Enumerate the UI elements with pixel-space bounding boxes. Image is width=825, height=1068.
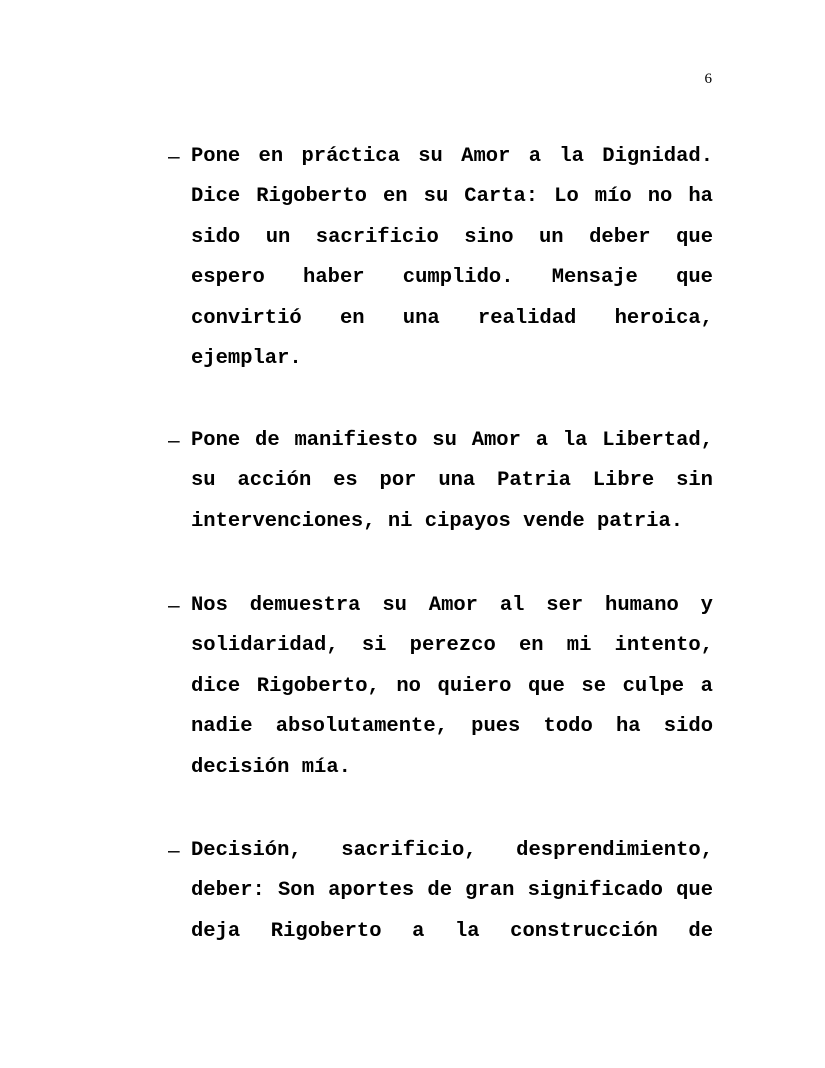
list-item: [168, 421, 713, 542]
list-item: [168, 831, 713, 952]
page-number: 6: [704, 71, 712, 87]
list-dash: –: [168, 839, 180, 862]
list-dash: –: [168, 429, 180, 452]
list-item-text: Pone de manifiesto su Amor a la Libertad, su acción es por una Patria Libre sin intervenciones, ni cipayos vende patria.: [191, 429, 713, 533]
list-dash: –: [168, 594, 180, 617]
list-item-text: Pone en práctica su Amor a la Dignidad. Dice Rigoberto en su Carta: Lo mío no ha sido un sacrificio sino un deber que espero haber cumplido. Mensaje que convirtió en una realidad heroica, ejemplar.: [191, 145, 713, 371]
list-item-text: Decisión, sacrificio, desprendimiento, deber: Son aportes de gran significado que deja Rigoberto a la construcción de: [191, 839, 713, 943]
list-item: [168, 137, 713, 379]
list-item: [168, 586, 713, 788]
list-dash: –: [168, 145, 180, 168]
list-item-text: Nos demuestra su Amor al ser humano y solidaridad, si perezco en mi intento, dice Rigoberto, no quiero que se culpe a nadie absolutamente, pues todo ha sido decisión mía.: [191, 594, 713, 779]
